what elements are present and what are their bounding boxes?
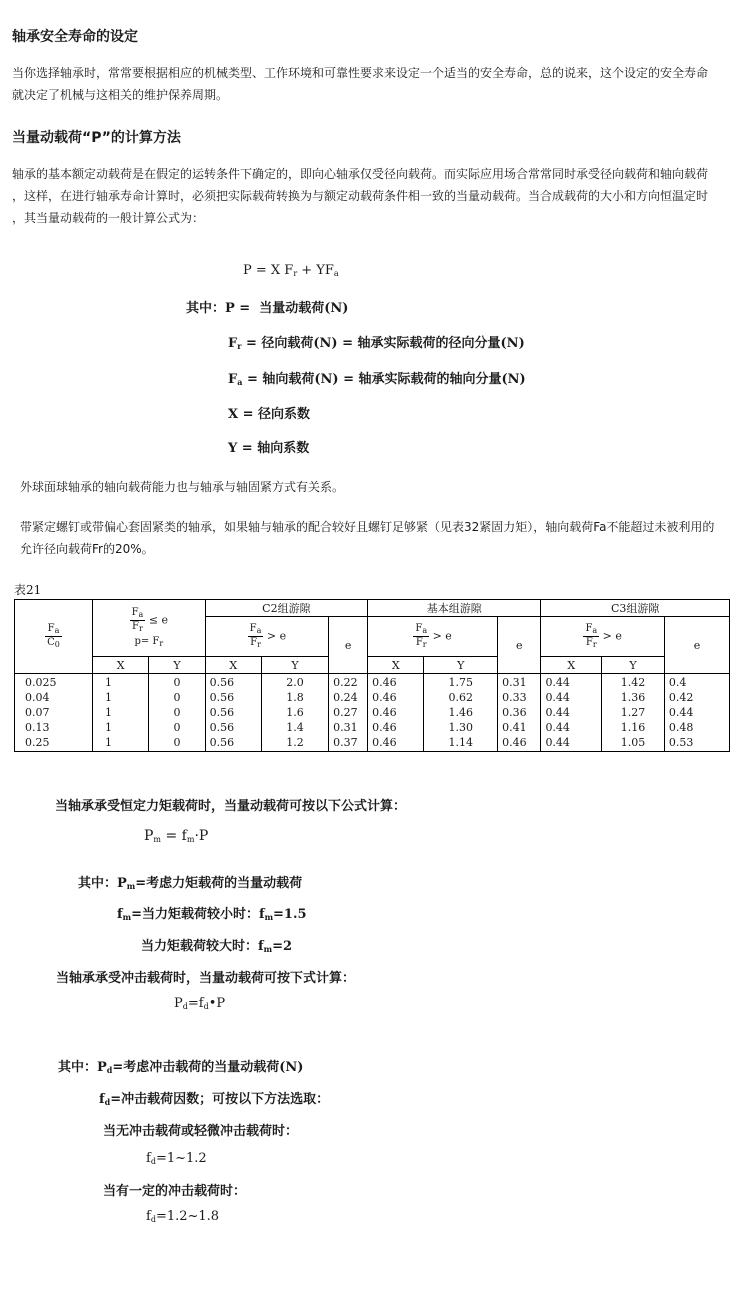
moment-where: 其中：$P_m=$考虑力矩载荷的当量动载荷 xyxy=(78,876,303,891)
col-c2-y: 2.0 1.8 1.6 1.4 1.2 xyxy=(261,674,328,752)
col-c3-y: 1.42 1.36 1.27 1.16 1.05 xyxy=(602,674,665,752)
paragraph-line: ，这样，在进行轴承寿命计算时，必须把实际载荷转换为与额定动载荷条件相一致的当量动载荷。当合成载荷的大小和方向恒温定时 xyxy=(12,189,709,203)
paragraph-line: 允许径向载荷Fr的20%。 xyxy=(20,542,154,556)
paragraph-line: ，其当量动载荷的一般计算公式为： xyxy=(12,211,205,225)
header-c2-e: e xyxy=(329,617,368,674)
header-c2-condition: $\frac{F_a}{F_r}$ > e xyxy=(205,617,328,657)
header-basic-condition: $\frac{F_a}{F_r}$ > e xyxy=(368,617,498,657)
table-data-row xyxy=(15,674,730,752)
header-y: Y xyxy=(149,657,205,674)
col-fa-c0: 0.025 0.04 0.07 0.13 0.25 xyxy=(15,674,93,752)
moment-small: $f_m=$当力矩载荷较小时：$f_m=1.5$ xyxy=(117,907,307,922)
header-basic-x: X xyxy=(368,657,424,674)
header-group-c3: C3组游隙 xyxy=(541,600,730,617)
impact-none: 当无冲击载荷或轻微冲击载荷时： xyxy=(103,1124,299,1139)
header-group-basic: 基本组游隙 xyxy=(368,600,541,617)
paragraph-safe-life xyxy=(12,62,737,106)
header-basic-y: Y xyxy=(424,657,498,674)
formula-where-x: X = 径向系数 xyxy=(228,407,311,422)
impact-fd: $f_d=$冲击载荷因数；可按以下方法选取： xyxy=(99,1092,330,1107)
header-c3-x: X xyxy=(541,657,602,674)
note-axial-capacity: 外球面球轴承的轴向载荷能力也与轴承与轴固紧方式有关系。 xyxy=(20,480,345,494)
col-c2-x: 0.56 0.56 0.56 0.56 0.56 xyxy=(205,674,261,752)
header-fa-c0: $\frac{F_a}{C_0}$ xyxy=(15,600,93,674)
header-group-c2: C2组游隙 xyxy=(205,600,367,617)
col-basic-y: 1.75 0.62 1.46 1.30 1.14 xyxy=(424,674,498,752)
col-c2-e: 0.22 0.24 0.27 0.31 0.37 xyxy=(329,674,368,752)
impact-intro: 当轴承承受冲击载荷时，当量动载荷可按下式计算： xyxy=(56,971,356,986)
col-y: 0 0 0 0 0 xyxy=(149,674,205,752)
formula-where-fa: $F_a$ = 轴向载荷(N) = 轴承实际载荷的轴向分量(N) xyxy=(228,372,526,387)
header-c2-x: X xyxy=(205,657,261,674)
impact-none-value: $f_d=1\sim 1.2$ xyxy=(146,1151,207,1166)
header-c2-y: Y xyxy=(261,657,328,674)
formula-where-fr: $F_r$ = 径向载荷(N) = 轴承实际载荷的径向分量(N) xyxy=(228,336,525,351)
load-factor-table xyxy=(14,599,730,752)
col-x: 1 1 1 1 1 xyxy=(92,674,148,752)
header-c3-y: Y xyxy=(602,657,665,674)
impact-some: 当有一定的冲击载荷时： xyxy=(103,1184,247,1199)
header-c3-e: e xyxy=(664,617,729,674)
moment-large: 当力矩载荷较大时：$f_m=2$ xyxy=(141,939,293,954)
table-caption: 表21 xyxy=(14,583,42,597)
header-x: X xyxy=(92,657,148,674)
impact-where: 其中：$P_d=$考虑冲击载荷的当量动载荷(N) xyxy=(58,1060,304,1075)
formula-p: P = X $F_r + YF_a$ xyxy=(243,263,339,278)
formula-where-p: 其中：P = 当量动载荷(N) xyxy=(186,301,349,316)
paragraph-line: 带紧定螺钉或带偏心套固紧类的轴承，如果轴与轴承的配合较好且螺钉足够紧（见表32紧固力矩），轴向载荷Fa不能超过未被利用的 xyxy=(20,520,715,534)
header-basic-e: e xyxy=(498,617,541,674)
impact-some-value: $f_d=1.2\sim 1.8$ xyxy=(146,1209,220,1224)
paragraph-line: 轴承的基本额定动载荷是在假定的运转条件下确定的，即向心轴承仅受径向载荷。而实际应用场合常常同时承受径向载荷和轴向载荷 xyxy=(12,167,709,181)
paragraph-equivalent-load xyxy=(12,163,737,229)
moment-formula: $P_m = f_m\cdot P$ xyxy=(144,828,209,844)
col-basic-e: 0.31 0.33 0.36 0.41 0.46 xyxy=(498,674,541,752)
heading-equivalent-load: 当量动载荷“P”的计算方法 xyxy=(12,130,181,146)
col-c3-x: 0.44 0.44 0.44 0.44 0.44 xyxy=(541,674,602,752)
header-c3-condition: $\frac{F_a}{F_r}$ > e xyxy=(541,617,664,657)
col-basic-x: 0.46 0.46 0.46 0.46 0.46 xyxy=(368,674,424,752)
moment-intro: 当轴承承受恒定力矩载荷时，当量动载荷可按以下公式计算： xyxy=(55,799,407,814)
impact-formula: $P_d=f_d•P$ xyxy=(174,996,226,1011)
heading-safe-life: 轴承安全寿命的设定 xyxy=(12,29,138,45)
formula-where-y: Y = 轴向系数 xyxy=(228,441,310,456)
paragraph-line: 就决定了机械与这相关的维护保养周期。 xyxy=(12,88,229,102)
paragraph-line: 当你选择轴承时，常常要根据相应的机械类型、工作环境和可靠性要求来设定一个适当的安全寿命，总的说来，这个设定的安全寿命 xyxy=(12,66,709,80)
note-set-screw xyxy=(20,516,738,560)
header-condition-le: $\frac{F_a}{F_r}$ ≤ e $p= F_r$ xyxy=(92,600,205,657)
col-c3-e: 0.4 0.42 0.44 0.48 0.53 xyxy=(664,674,729,752)
